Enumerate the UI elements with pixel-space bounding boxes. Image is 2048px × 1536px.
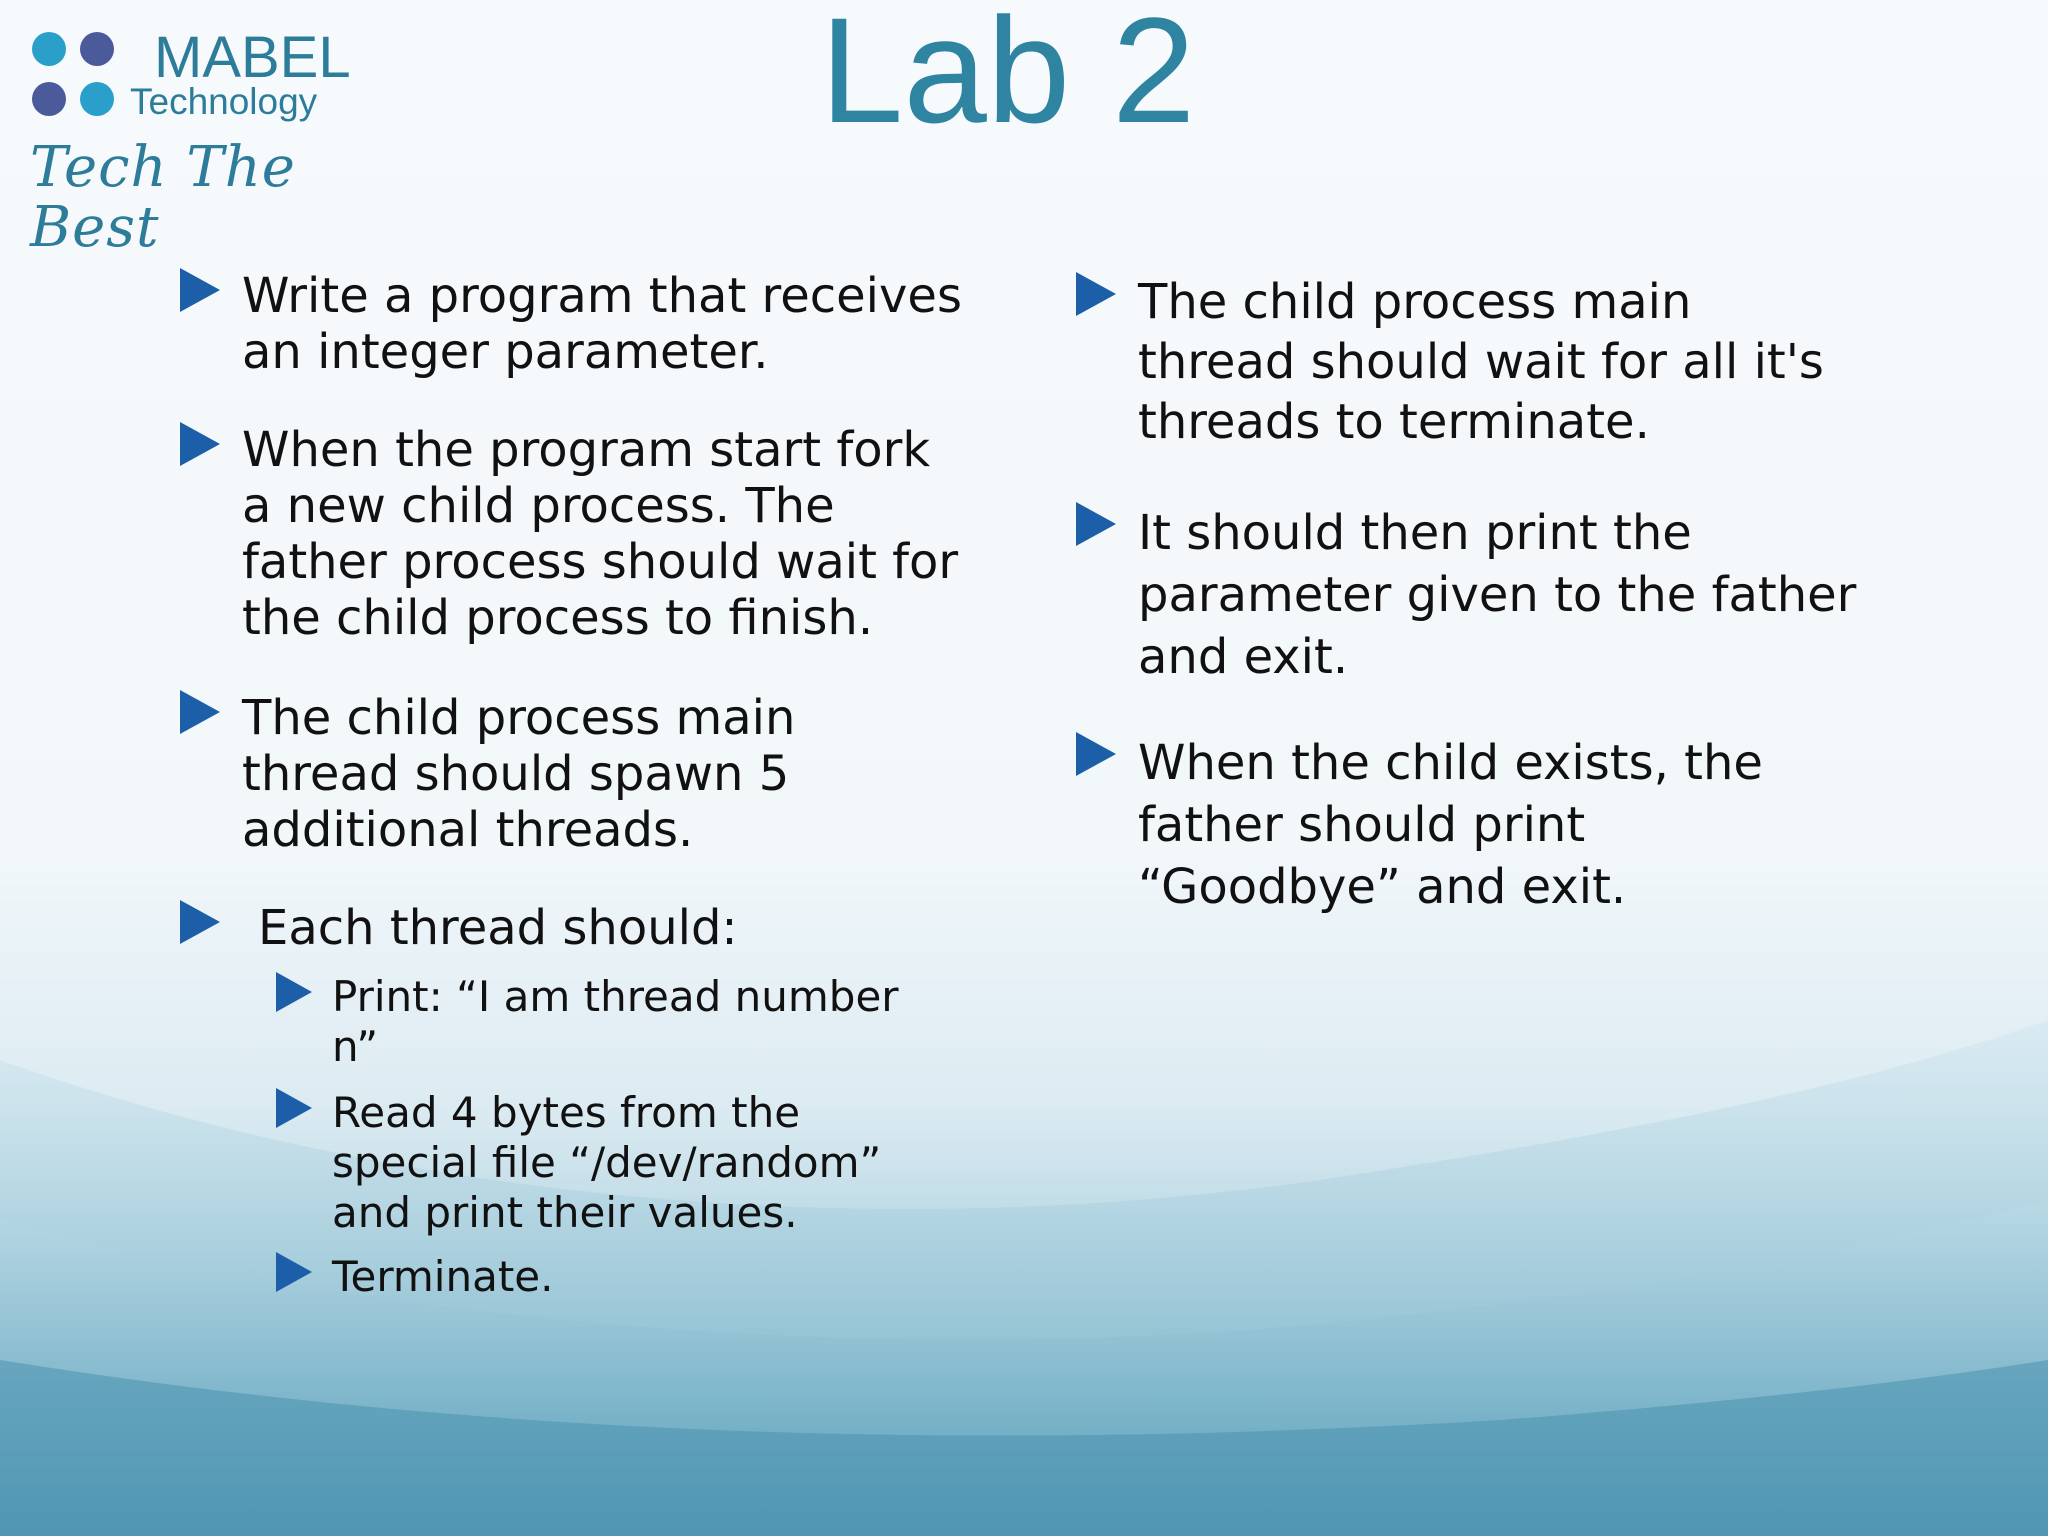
logo-dot-icon	[32, 82, 66, 116]
bullet-text: The child process main thread should wait for all it's threads to terminate.	[1138, 274, 1824, 450]
sub-bullet-text: Terminate.	[332, 1252, 554, 1301]
sub-bullet-item	[276, 1252, 976, 1312]
logo-dot-icon	[32, 32, 66, 66]
bullet-arrow-icon	[180, 268, 220, 312]
bullet-arrow-icon	[180, 422, 220, 466]
bullet-text: Each thread should:	[258, 900, 738, 956]
bullet-item	[1076, 732, 1976, 922]
logo-subtitle: Technology	[130, 81, 318, 122]
bullet-text: Write a program that receives an integer parameter.	[242, 268, 962, 380]
bullet-arrow-icon	[1076, 502, 1116, 546]
bullet-text: It should then print the parameter given to the father and exit.	[1138, 505, 1857, 685]
sub-bullet-item	[276, 972, 976, 1082]
sub-bullet-text: Read 4 bytes from the special file “/dev/random” and print their values.	[332, 1088, 882, 1237]
bullet-arrow-icon	[180, 900, 220, 944]
bullet-arrow-icon	[180, 690, 220, 734]
bullet-item	[180, 690, 980, 870]
sub-bullet-text: Print: “I am thread number n”	[332, 972, 899, 1071]
company-logo	[28, 25, 351, 260]
bullet-arrow-icon	[276, 972, 312, 1012]
logo-brand: MABEL	[154, 25, 351, 90]
bullet-text: When the child exists, the father should print “Goodbye” and exit.	[1138, 735, 1763, 915]
logo-dot-icon	[80, 32, 114, 66]
bullet-arrow-icon	[276, 1088, 312, 1128]
bullet-arrow-icon	[1076, 732, 1116, 776]
bullet-item	[180, 268, 980, 398]
bullet-text: The child process main thread should spawn 5 additional threads.	[242, 690, 796, 858]
logo-tagline: Tech The Best	[30, 135, 296, 260]
bullet-arrow-icon	[1076, 272, 1116, 316]
slide-title: Lab 2	[820, 0, 1196, 154]
logo-dot-icon	[80, 82, 114, 116]
bullet-arrow-icon	[276, 1252, 312, 1292]
bullet-item	[1076, 272, 1976, 462]
bullet-text: When the program start fork a new child process. The father process should wait for the child process to finish.	[242, 422, 959, 646]
bullet-item	[180, 900, 980, 970]
bullet-item	[180, 422, 980, 662]
sub-bullet-item	[276, 1088, 976, 1238]
bullet-item	[1076, 502, 1976, 692]
